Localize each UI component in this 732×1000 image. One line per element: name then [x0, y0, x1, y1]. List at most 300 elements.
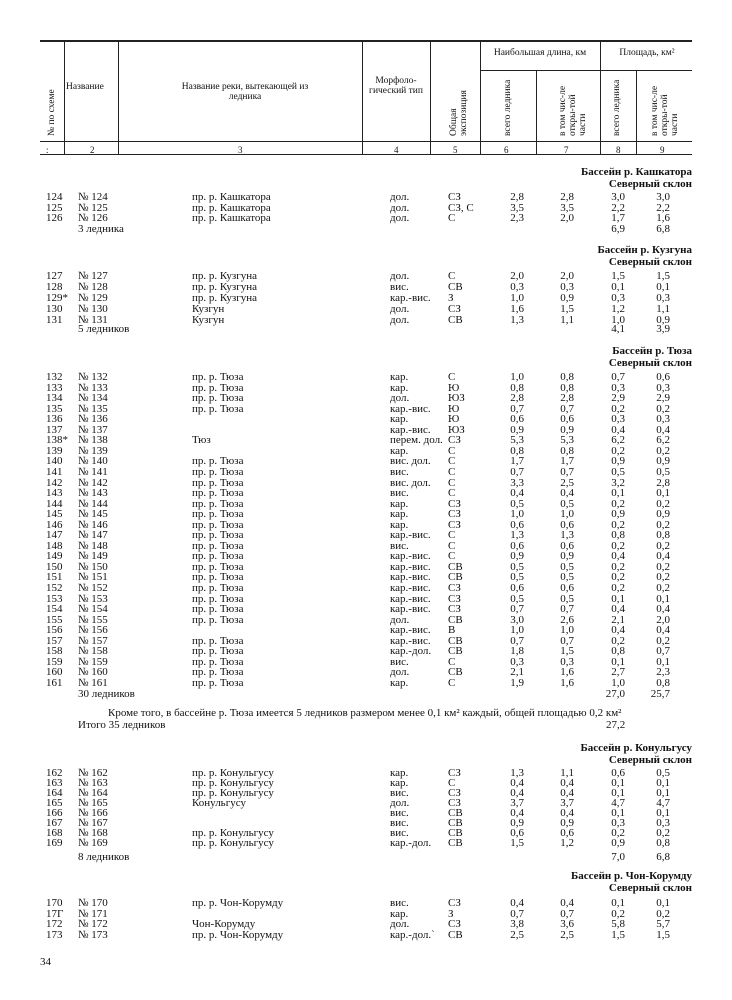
morph-type: дол. [390, 313, 410, 326]
area-total: 0,4 [611, 423, 625, 436]
morph-type: кар.-вис. [390, 624, 431, 637]
morph-type: дол. [390, 666, 410, 679]
scheme-number: 145 [46, 508, 63, 521]
river-name: пр. р. Конульгусу [192, 827, 274, 839]
length-total: 0,7 [510, 603, 524, 616]
morph-type: дол. [390, 212, 410, 224]
length-total: 3,7 [510, 797, 524, 809]
morph-type: вис. дол. [390, 476, 431, 489]
total-area: 27,0 [605, 688, 625, 700]
total-area-open: 6,8 [656, 223, 670, 235]
length-total: 0,4 [510, 487, 524, 500]
scheme-number: 130 [46, 302, 63, 315]
scheme-number: 134 [46, 392, 63, 405]
scheme-number: 142 [46, 476, 63, 489]
header-bottom-rule [40, 154, 692, 155]
exposure: З [448, 291, 454, 304]
morph-type: дол. [390, 613, 410, 626]
header-top-rule [40, 40, 692, 42]
area-open: 0,2 [656, 571, 670, 584]
length-total: 1,3 [510, 767, 524, 779]
col-number: 9 [660, 145, 665, 155]
area-open: 0,1 [656, 280, 670, 293]
length-total: 0,6 [510, 827, 524, 839]
area-total: 2,9 [611, 392, 625, 405]
river-name: пр. р. Тюза [192, 571, 244, 584]
area-open: 6,2 [656, 434, 670, 447]
morph-type: вис. [390, 827, 409, 839]
table-header [40, 40, 692, 156]
total-row [0, 224, 732, 235]
river-name: пр. р. Чон-Корумду [192, 928, 284, 941]
area-open: 0,1 [656, 655, 670, 668]
scheme-number: 17Г [46, 907, 64, 920]
exposure: Ю [448, 413, 460, 426]
morph-type: кар.-вис. [390, 423, 431, 436]
exposure: СВ [448, 571, 463, 584]
glacier-name: № 159 [78, 655, 108, 668]
header-col1: № по схеме [47, 89, 57, 136]
length-open: 1,0 [560, 508, 574, 521]
itogo-value: 27,2 [606, 719, 626, 731]
area-open: 0,9 [656, 455, 670, 468]
length-total: 1,7 [510, 455, 524, 468]
exposure: СЗ [448, 302, 461, 315]
area-total: 0,2 [611, 634, 625, 647]
area-total: 2,7 [611, 666, 625, 679]
area-total: 0,2 [611, 827, 625, 839]
scheme-number: 173 [46, 928, 63, 941]
river-name: пр. р. Тюза [192, 645, 244, 658]
area-open: 0,1 [656, 787, 670, 799]
exposure: З [448, 907, 454, 920]
scheme-number: 128 [46, 280, 63, 293]
length-open: 0,3 [560, 655, 574, 668]
area-total: 0,2 [611, 444, 625, 457]
glacier-name: № 129 [78, 291, 108, 304]
section-title [609, 345, 692, 369]
scheme-number: 150 [46, 560, 63, 573]
total-count: 8 ледников [78, 851, 130, 863]
river-name: пр. р. Тюза [192, 592, 244, 605]
river-name: Тюз [192, 434, 211, 447]
area-total: 0,8 [611, 645, 625, 658]
morph-type: кар. [390, 777, 409, 789]
area-open: 0,2 [656, 634, 670, 647]
length-open: 0,6 [560, 413, 574, 426]
glacier-name: № 139 [78, 444, 108, 457]
glacier-name: № 167 [78, 817, 108, 829]
area-total: 0,4 [611, 603, 625, 616]
length-open: 0,4 [560, 777, 574, 789]
glacier-name: № 169 [78, 837, 108, 849]
length-open: 1,6 [560, 676, 574, 689]
table-row [0, 838, 732, 849]
morph-type: кар.-вис. [390, 571, 431, 584]
glacier-name: № 157 [78, 634, 108, 647]
area-open: 2,8 [656, 476, 670, 489]
length-total: 1,3 [510, 313, 524, 326]
exposure: С [448, 676, 456, 689]
col-number: 4 [394, 145, 399, 155]
scheme-number: 172 [46, 918, 63, 930]
glacier-name: № 132 [78, 371, 108, 383]
exposure: СВ [448, 807, 463, 819]
river-name: пр. р. Кузгуна [192, 270, 258, 282]
scheme-number: 162 [46, 767, 63, 779]
area-open: 0,2 [656, 402, 670, 415]
area-open: 1,1 [656, 302, 670, 315]
morph-type: кар. [390, 676, 409, 689]
area-total: 0,3 [611, 381, 625, 394]
area-total: 0,2 [611, 571, 625, 584]
length-open: 0,4 [560, 487, 574, 500]
length-total: 0,9 [510, 423, 524, 436]
morph-type: кар.-вис. [390, 402, 431, 415]
morph-type: вис. дол. [390, 455, 431, 468]
morph-type: дол. [390, 201, 410, 214]
header-col2: Название [66, 82, 104, 92]
length-open: 0,6 [560, 539, 574, 552]
glacier-name: № 163 [78, 777, 108, 789]
area-open: 1,5 [656, 928, 670, 941]
length-open: 2,0 [560, 270, 574, 282]
area-open: 0,6 [656, 371, 670, 383]
length-open: 0,9 [560, 550, 574, 563]
length-open: 0,9 [560, 817, 574, 829]
scheme-number: 170 [46, 897, 63, 909]
length-open: 3,7 [560, 797, 574, 809]
length-total: 0,6 [510, 518, 524, 531]
morph-type: кар.-дол. [390, 645, 432, 658]
morph-type: дол. [390, 392, 410, 405]
area-total: 3,0 [611, 191, 625, 203]
river-name: пр. р. Тюза [192, 465, 244, 478]
area-total: 4,7 [611, 797, 625, 809]
total-count: 3 ледника [78, 223, 124, 235]
exposure: СЗ [448, 592, 461, 605]
area-open: 4,7 [656, 797, 670, 809]
area-open: 2,0 [656, 613, 670, 626]
glacier-name: № 166 [78, 807, 108, 819]
morph-type: вис. [390, 817, 409, 829]
area-total: 0,2 [611, 582, 625, 594]
exposure: СЗ [448, 434, 461, 447]
exposure: СЗ [448, 897, 461, 909]
area-open: 0,3 [656, 413, 670, 426]
header-col6: всего ледника [503, 79, 513, 136]
length-total: 2,8 [510, 191, 524, 203]
exposure: Ю [448, 402, 460, 415]
area-open: 0,4 [656, 423, 670, 436]
morph-type: кар.-вис. [390, 634, 431, 647]
exposure: СЗ [448, 603, 461, 616]
exposure: СВ [448, 645, 463, 658]
glacier-name: № 133 [78, 381, 108, 394]
morph-type: кар.-вис. [390, 291, 431, 304]
length-open: 0,6 [560, 582, 574, 594]
area-total: 1,2 [611, 302, 625, 315]
river-name: пр. р. Тюза [192, 582, 244, 594]
length-open: 0,8 [560, 381, 574, 394]
total-area: 6,9 [611, 223, 625, 235]
area-open: 0,2 [656, 497, 670, 510]
exposure: СВ [448, 666, 463, 679]
river-name: пр. р. Тюза [192, 666, 244, 679]
area-total: 0,1 [611, 592, 625, 605]
exposure: СВ [448, 827, 463, 839]
exposure: С [448, 444, 456, 457]
length-open: 3,5 [560, 201, 574, 214]
morph-type: кар. [390, 518, 409, 531]
morph-type: вис. [390, 807, 409, 819]
scheme-number: 139 [46, 444, 63, 457]
glacier-name: № 140 [78, 455, 108, 468]
river-name: пр. р. Тюза [192, 529, 244, 542]
length-total: 0,6 [510, 539, 524, 552]
river-name: пр. р. Кашкатора [192, 201, 271, 214]
length-open: 0,7 [560, 907, 574, 920]
col-number: 8 [616, 145, 621, 155]
glacier-name: № 134 [78, 392, 108, 405]
exposure: СЗ [448, 918, 461, 930]
area-total: 0,1 [611, 897, 625, 909]
morph-type: вис. [390, 897, 409, 909]
area-total: 0,9 [611, 455, 625, 468]
total-row [0, 689, 732, 700]
area-total: 0,7 [611, 371, 625, 383]
length-open: 5,3 [560, 434, 574, 447]
length-total: 0,6 [510, 582, 524, 594]
scheme-number: 131 [46, 313, 63, 326]
header-col9: в том чис-ле откры-той части [650, 85, 680, 136]
length-total: 0,4 [510, 807, 524, 819]
morph-type: кар.-дол. [390, 837, 432, 849]
exposure: ЮЗ [448, 392, 465, 405]
header-area-group: Площадь, км² [619, 48, 675, 58]
scheme-number: 129* [46, 291, 68, 304]
area-open: 2,9 [656, 392, 670, 405]
glacier-name: № 146 [78, 518, 108, 531]
length-open: 0,4 [560, 897, 574, 909]
exposure: С [448, 212, 456, 224]
glacier-name: № 124 [78, 191, 108, 203]
footnote: Кроме того, в бассейне р. Тюза имеется 5 ледников размером менее 0,1 км² каждый, общей площадью 0,2 км² [108, 707, 622, 719]
exposure: СВ [448, 560, 463, 573]
length-open: 0,9 [560, 423, 574, 436]
area-open: 0,3 [656, 817, 670, 829]
header-col3: Название реки, вытекающей из ледника [181, 82, 309, 102]
scheme-number: 143 [46, 487, 63, 500]
area-open: 0,1 [656, 897, 670, 909]
section-slope: Северный склон [608, 357, 692, 369]
length-total: 5,3 [510, 434, 524, 447]
length-open: 0,7 [560, 465, 574, 478]
section-basin: Бассейн р. Кашкатора [581, 166, 692, 178]
area-total: 0,1 [611, 777, 625, 789]
header-col8: всего ледника [612, 79, 622, 136]
scheme-number: 157 [46, 634, 63, 647]
length-open: 2,5 [560, 476, 574, 489]
area-total: 1,0 [611, 313, 625, 326]
river-name: пр. р. Тюза [192, 518, 244, 531]
exposure: С [448, 465, 456, 478]
morph-type: перем. дол. [390, 434, 443, 447]
morph-type: вис. [390, 655, 409, 668]
glacier-name: № 160 [78, 666, 108, 679]
river-name: пр. р. Тюза [192, 603, 244, 616]
length-total: 2,8 [510, 392, 524, 405]
river-name: пр. р. Тюза [192, 613, 244, 626]
area-open: 0,5 [656, 465, 670, 478]
length-open: 0,7 [560, 603, 574, 616]
river-name: пр. р. Тюза [192, 455, 244, 468]
length-total: 3,0 [510, 613, 524, 626]
morph-type: кар. [390, 907, 409, 920]
length-total: 1,5 [510, 837, 524, 849]
river-name: пр. р. Тюза [192, 508, 244, 521]
scheme-number: 151 [46, 571, 63, 584]
length-total: 1,0 [510, 508, 524, 521]
glacier-name: № 164 [78, 787, 108, 799]
morph-type: вис. [390, 280, 409, 293]
total-area: 4,1 [611, 323, 625, 335]
river-name: пр. р. Тюза [192, 655, 244, 668]
glacier-name: № 144 [78, 497, 108, 510]
glacier-name: № 126 [78, 212, 108, 224]
length-open: 1,3 [560, 529, 574, 542]
scheme-number: 153 [46, 592, 63, 605]
col-number: 5 [453, 145, 458, 155]
glacier-name: № 145 [78, 508, 108, 521]
length-total: 0,5 [510, 592, 524, 605]
length-total: 0,7 [510, 634, 524, 647]
area-open: 2,2 [656, 201, 670, 214]
area-open: 2,3 [656, 666, 670, 679]
area-total: 0,3 [611, 291, 625, 304]
area-total: 1,0 [611, 676, 625, 689]
exposure: С [448, 476, 456, 489]
area-open: 1,6 [656, 212, 670, 224]
scheme-number: 167 [46, 817, 63, 829]
glacier-name: № 141 [78, 465, 108, 478]
morph-type: кар. [390, 413, 409, 426]
area-total: 0,9 [611, 837, 625, 849]
length-open: 1,6 [560, 666, 574, 679]
length-open: 0,4 [560, 787, 574, 799]
glacier-name: № 137 [78, 423, 108, 436]
section-title [597, 244, 692, 268]
area-open: 1,5 [656, 270, 670, 282]
length-open: 1,1 [560, 767, 574, 779]
scheme-number: 166 [46, 807, 63, 819]
length-open: 1,1 [560, 313, 574, 326]
section-slope: Северный склон [608, 256, 692, 268]
exposure: С [448, 655, 456, 668]
area-open: 0,2 [656, 560, 670, 573]
area-open: 0,1 [656, 777, 670, 789]
length-open: 1,7 [560, 455, 574, 468]
river-name: пр. р. Конульгусу [192, 787, 274, 799]
length-total: 0,3 [510, 655, 524, 668]
total-row [0, 324, 732, 335]
scheme-number: 165 [46, 797, 63, 809]
area-open: 3,0 [656, 191, 670, 203]
area-total: 0,2 [611, 518, 625, 531]
total-count: 5 ледников [78, 323, 130, 335]
length-open: 2,8 [560, 191, 574, 203]
river-name: пр. р. Тюза [192, 560, 244, 573]
length-open: 0,6 [560, 827, 574, 839]
length-open: 1,2 [560, 837, 574, 849]
area-open: 5,7 [656, 918, 670, 930]
glacier-name: № 127 [78, 270, 108, 282]
glacier-name: № 138 [78, 434, 108, 447]
river-name: пр. р. Тюза [192, 476, 244, 489]
length-total: 1,8 [510, 645, 524, 658]
glacier-name: № 125 [78, 201, 108, 214]
river-name: пр. р. Тюза [192, 402, 244, 415]
exposure: С [448, 777, 456, 789]
morph-type: дол. [390, 191, 410, 203]
scheme-number: 144 [46, 497, 63, 510]
glacier-name: № 131 [78, 313, 108, 326]
scheme-number: 132 [46, 371, 63, 383]
col-divider [600, 40, 601, 155]
glacier-name: № 171 [78, 907, 108, 920]
exposure: С [448, 487, 456, 500]
section-slope: Северный склон [608, 754, 692, 766]
exposure: С [448, 550, 456, 563]
exposure: СВ [448, 313, 463, 326]
area-total: 0,4 [611, 624, 625, 637]
exposure: С [448, 270, 456, 282]
river-name: пр. р. Тюза [192, 371, 244, 383]
length-total: 0,3 [510, 280, 524, 293]
river-name: пр. р. Конульгусу [192, 837, 274, 849]
total-count: 30 ледников [78, 688, 135, 700]
section-slope: Северный склон [608, 882, 692, 894]
length-total: 2,0 [510, 270, 524, 282]
section-title [581, 742, 692, 766]
scheme-number: 169 [46, 837, 63, 849]
glacier-name: № 168 [78, 827, 108, 839]
exposure: СВ [448, 817, 463, 829]
length-total: 0,8 [510, 444, 524, 457]
length-total: 1,3 [510, 529, 524, 542]
morph-type: дол. [390, 918, 410, 930]
length-open: 0,5 [560, 560, 574, 573]
col-divider [362, 40, 363, 155]
area-total: 0,8 [611, 529, 625, 542]
area-total: 0,2 [611, 539, 625, 552]
area-total: 6,2 [611, 434, 625, 447]
morph-type: дол. [390, 270, 410, 282]
length-open: 1,0 [560, 624, 574, 637]
river-name: Конульгусу [192, 797, 246, 809]
area-open: 0,8 [656, 837, 670, 849]
scheme-number: 148 [46, 539, 63, 552]
glacier-name: № 135 [78, 402, 108, 415]
morph-type: кар.-вис. [390, 592, 431, 605]
scheme-number: 137 [46, 423, 63, 436]
morph-type: вис. [390, 787, 409, 799]
length-open: 0,8 [560, 371, 574, 383]
area-total: 0,1 [611, 807, 625, 819]
length-total: 2,5 [510, 928, 524, 941]
length-open: 0,7 [560, 402, 574, 415]
morph-type: дол. [390, 302, 410, 315]
